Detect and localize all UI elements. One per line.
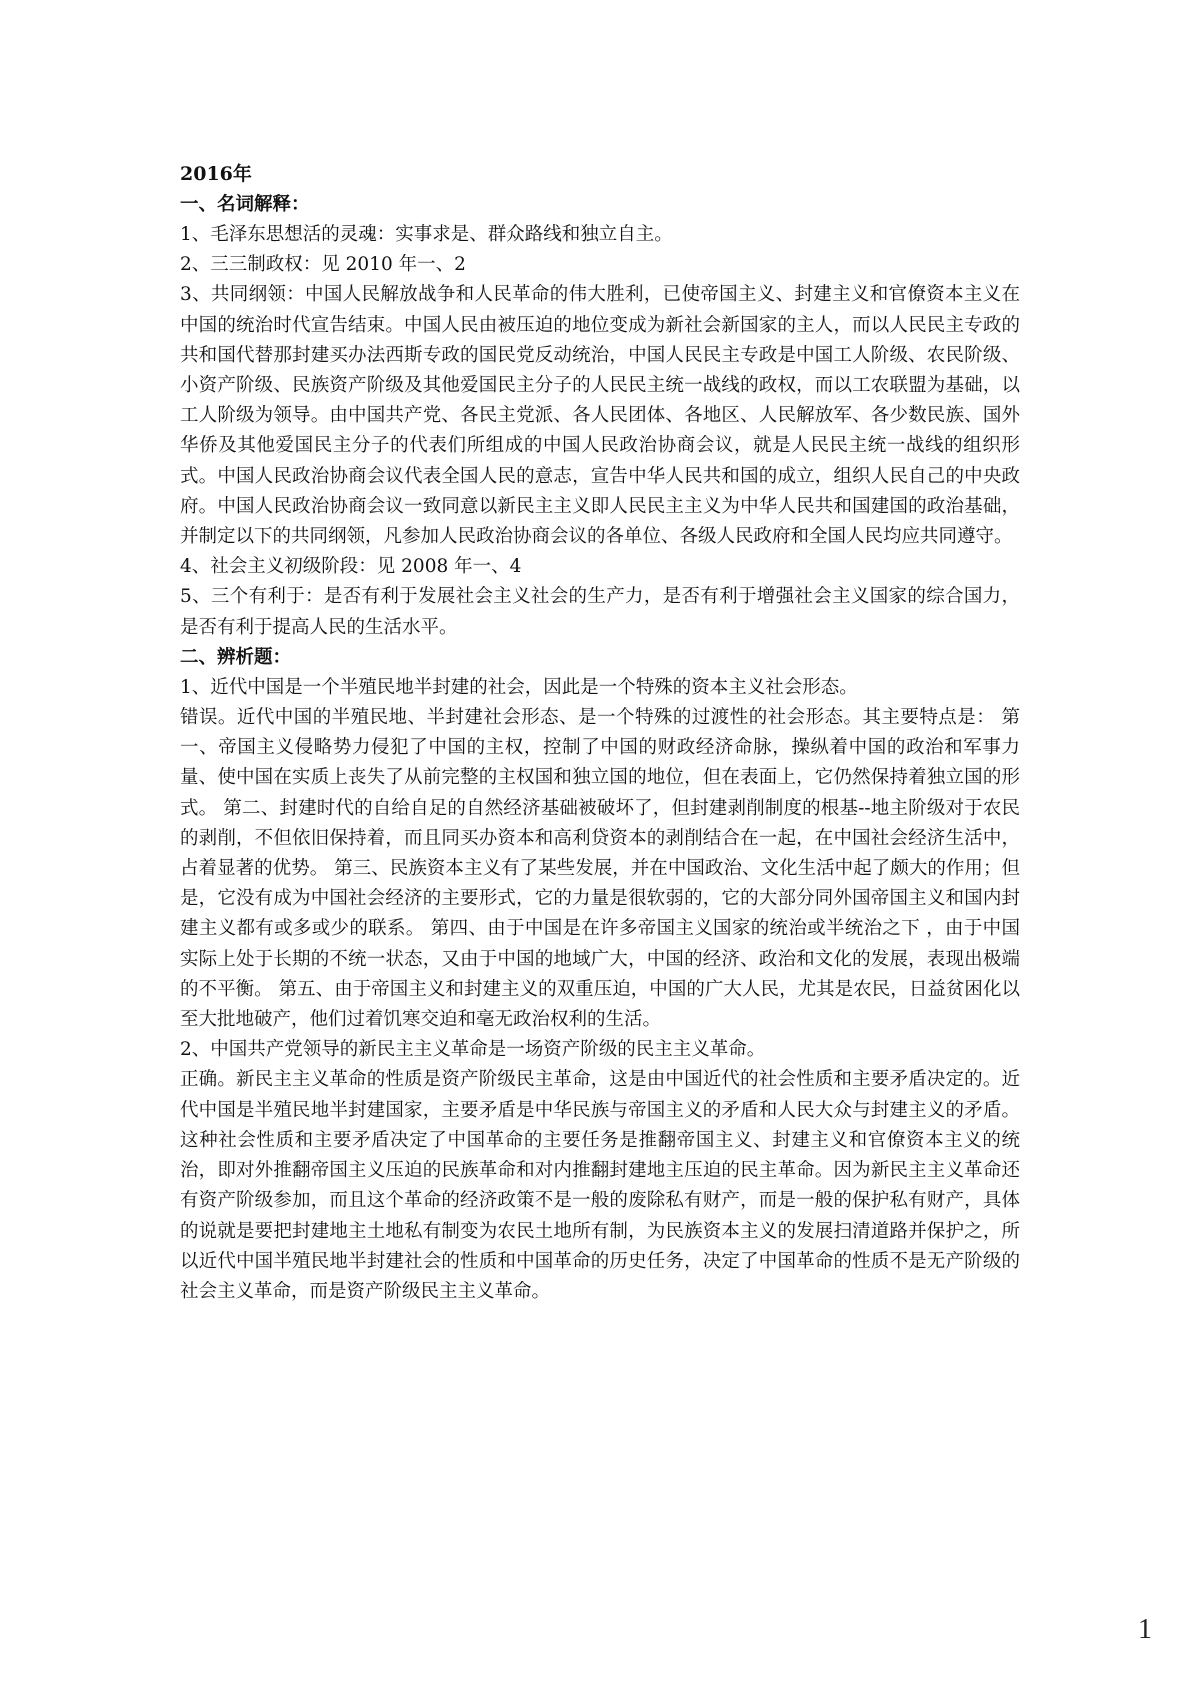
section-heading-term-explanation: 一、名词解释：	[180, 194, 310, 215]
analysis-answer-2: 正确。新民主主义革命的性质是资产阶级民主革命，这是由中国近代的社会性质和主要矛盾决定的。近代中国是半殖民地半封建国家，主要矛盾是中华民族与帝国主义的矛盾和人民大众与封建主义的矛盾。这种社会性质和主要矛盾决定了中国革命的主要任务是推翻帝国主义、封建主义和官僚资本主义的统治，即对外推翻帝国主义压迫的民族革命和对内推翻封建地主压迫的民主革命。因为新民主主义革命还有资产阶级参加，而且这个革命的经济政策不是一般的废除私有财产，而是一般的保护私有财产，具体的说就是要把封建地主土地私有制变为农民土地所有制，为民族资本主义的发展扫清道路并保护之，所以近代中国半殖民地半封建社会的性质和中国革命的历史任务，决定了中国革命的性质不是无产阶级的社会主义革命，而是资产阶级民主主义革命。	[180, 1069, 1020, 1302]
document-year-title: 2016年	[180, 163, 252, 185]
term-item-3: 3、共同纲领：中国人民解放战争和人民革命的伟大胜利，已使帝国主义、封建主义和官僚资本主义在中国的统治时代宣告结束。中国人民由被压迫的地位变成为新社会新国家的主人，而以人民民主专政的共和国代替那封建买办法西斯专政的国民党反动统治，中国人民民主专政是中国工人阶级、农民阶级、小资产阶级、民族资产阶级及其他爱国民主分子的人民民主统一战线的政权，而以工农联盟为基础，以工人阶级为领导。由中国共产党、各民主党派、各人民团体、各地区、人民解放军、各少数民族、国外华侨及其他爱国民主分子的代表们所组成的中国人民政治协商会议，就是人民民主统一战线的组织形式。中国人民政治协商会议代表全国人民的意志，宣告中华人民共和国的成立，组织人民自己的中央政府。中国人民政治协商会议一致同意以新民主主义即人民民主主义为中华人民共和国建国的政治基础，并制定以下的共同纲领，凡参加人民政治协商会议的各单位、各级人民政府和全国人民均应共同遵守。	[180, 284, 1020, 548]
document-body	[180, 161, 1020, 1307]
term-item-2: 2、三三制政权：见 2010 年一、2	[180, 254, 466, 276]
analysis-question-1: 1、近代中国是一个半殖民地半封建的社会，因此是一个特殊的资本主义社会形态。	[180, 676, 858, 698]
analysis-question-2: 2、中国共产党领导的新民主主义革命是一场资产阶级的民主主义革命。	[180, 1039, 766, 1061]
term-item-5: 5、三个有利于：是否有利于发展社会主义社会的生产力，是否有利于增强社会主义国家的综合国力，是否有利于提高人民的生活水平。	[180, 586, 1020, 638]
term-item-4: 4、社会主义初级阶段：见 2008 年一、4	[180, 556, 522, 578]
term-item-1: 1、毛泽东思想活的灵魂：实事求是、群众路线和独立自主。	[180, 224, 673, 245]
section-heading-analysis: 二、辨析题：	[180, 646, 292, 668]
page-number: 1	[1138, 1614, 1152, 1645]
analysis-answer-1: 错误。近代中国的半殖民地、半封建社会形态、是一个特殊的过渡性的社会形态。其主要特点是： 第一、帝国主义侵略势力侵犯了中国的主权，控制了中国的财政经济命脉，操纵着中国的政治和军事力量、使中国在实质上丧失了从前完整的主权国和独立国的地位，但在表面上，它仍然保持着独立国的形式。 第二、封建时代的自给自足的自然经济基础被破坏了，但封建剥削制度的根基--地主阶级对于农民的剥削，不但依旧保持着，而且同买办资本和高利贷资本的剥削结合在一起，在中国社会经济生活中，占着显著的优势。 第三、民族资本主义有了某些发展，并在中国政治、文化生活中起了颇大的作用；但是，它没有成为中国社会经济的主要形式，它的力量是很软弱的，它的大部分同外国帝国主义和国内封建主义都有或多或少的联系。 第四、由于中国是在许多帝国主义国家的统治或半统治之下 ，由于中国实际上处于长期的不统一状态，又由于中国的地域广大，中国的经济、政治和文化的发展，表现出极端的不平衡。 第五、由于帝国主义和封建主义的双重压迫，中国的广大人民，尤其是农民，日益贫困化以至大批地破产，他们过着饥寒交迫和毫无政治权利的生活。	[180, 707, 1020, 1031]
